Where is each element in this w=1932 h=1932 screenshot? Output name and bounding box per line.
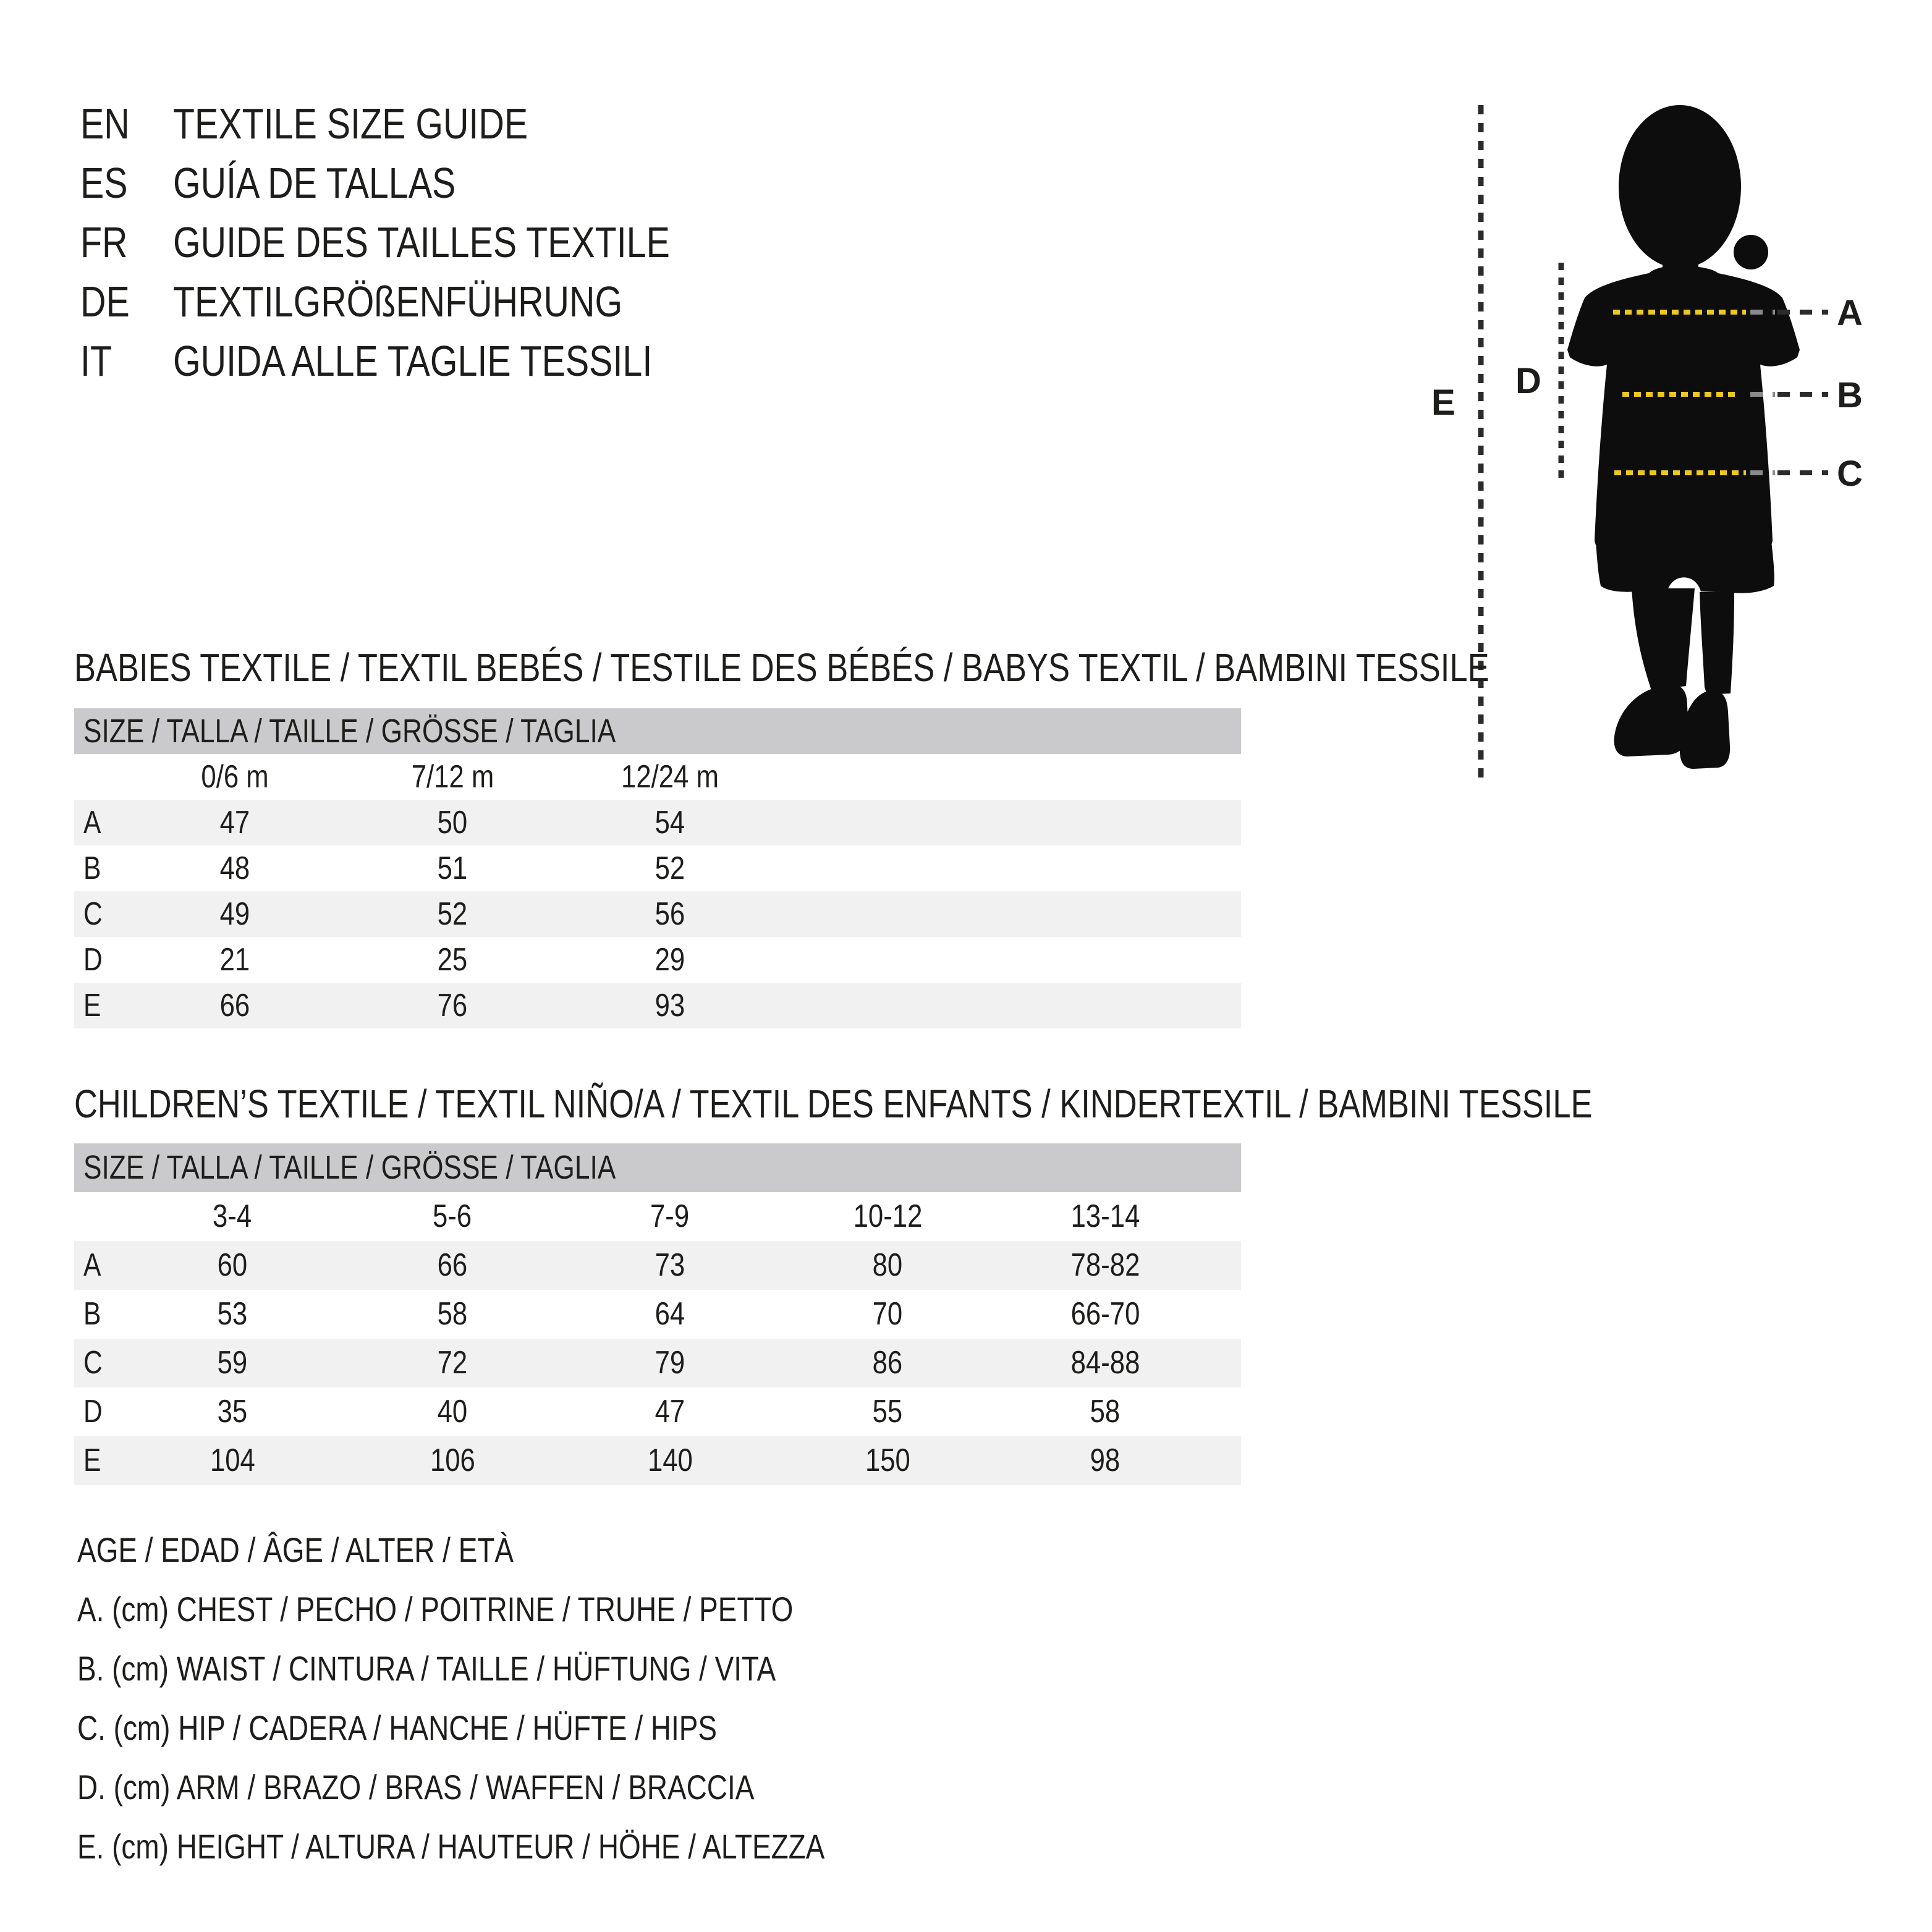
cell-value: 59 [217, 1345, 248, 1381]
cell-value: 55 [872, 1394, 903, 1430]
row-label: C [83, 1345, 103, 1381]
babies-section-title [74, 643, 1800, 692]
cell-value: 64 [655, 1296, 685, 1332]
cell-value: 47 [219, 805, 250, 841]
cell-value: 35 [217, 1394, 248, 1430]
figure-label-d: D [1515, 361, 1541, 401]
cell-value: 79 [655, 1345, 685, 1381]
lang-code-es: ES [80, 159, 128, 207]
children-col-3-4: 3-4 [213, 1198, 252, 1234]
children-size-header: SIZE / TALLA / TAILLE / GRÖSSE / TAGLIA [83, 1149, 616, 1186]
cell-value: 54 [655, 805, 685, 841]
table-row [74, 845, 1241, 891]
legend-age: AGE / EDAD / ÂGE / ALTER / ETÀ [77, 1530, 514, 1569]
cell-value: 66 [219, 988, 250, 1023]
lang-row-fr [80, 213, 946, 272]
cell-value: 140 [647, 1443, 693, 1478]
row-label: B [83, 850, 101, 886]
cell-value: 78-82 [1070, 1247, 1140, 1283]
lang-row-es [80, 153, 946, 213]
lang-title-it: GUIDA ALLE TAGLIE TESSILI [173, 337, 653, 385]
figure-label-c: C [1837, 454, 1863, 494]
cell-value: 53 [217, 1296, 248, 1332]
table-row [74, 1388, 1241, 1436]
cell-value: 93 [655, 988, 685, 1023]
lang-title-de: TEXTILGRÖßENFÜHRUNG [173, 278, 623, 326]
cell-value: 70 [872, 1296, 903, 1332]
lang-title-en: TEXTILE SIZE GUIDE [173, 100, 528, 148]
children-section-title-text: CHILDREN’S TEXTILE / TEXTIL NIÑO/A / TEXTIL DES ENFANTS / KINDERTEXTIL / BAMBINI TESSILE [74, 1082, 1593, 1126]
cell-value: 150 [865, 1443, 910, 1478]
table-row [74, 1241, 1241, 1290]
cell-value: 80 [872, 1247, 903, 1283]
babies-col-7-12m: 7/12 m [411, 759, 494, 795]
legend-height: E. (cm) HEIGHT / ALTURA / HAUTEUR / HÖHE / ALTEZZA [77, 1827, 825, 1866]
cell-value: 86 [872, 1345, 903, 1381]
table-row [74, 983, 1241, 1028]
lang-code-it: IT [80, 337, 112, 385]
cell-value: 52 [437, 896, 468, 932]
cell-value: 73 [655, 1247, 685, 1283]
legend-waist: B. (cm) WAIST / CINTURA / TAILLE / HÜFTUNG / VITA [77, 1649, 776, 1688]
cell-value: 72 [437, 1345, 468, 1381]
cell-value: 25 [437, 942, 468, 978]
cell-value: 60 [217, 1247, 248, 1283]
row-label: C [83, 896, 103, 932]
figure-label-e: E [1431, 383, 1455, 423]
babies-col-12-24m: 12/24 m [621, 759, 719, 795]
row-label: D [83, 1394, 103, 1430]
children-col-13-14: 13-14 [1070, 1198, 1140, 1234]
babies-size-header: SIZE / TALLA / TAILLE / GRÖSSE / TAGLIA [83, 713, 616, 750]
cell-value: 52 [655, 850, 685, 886]
legend-arm: D. (cm) ARM / BRAZO / BRAS / WAFFEN / BRACCIA [77, 1768, 755, 1807]
figure-label-a: A [1837, 293, 1863, 333]
cell-value: 84-88 [1070, 1345, 1140, 1381]
figure-label-b: B [1837, 375, 1863, 415]
lang-code-de: DE [80, 278, 130, 326]
cell-value: 66-70 [1070, 1296, 1140, 1332]
cell-value: 104 [210, 1443, 255, 1478]
table-row [74, 1339, 1241, 1388]
table-row [74, 891, 1241, 937]
lang-code-en: EN [80, 100, 130, 148]
table-row [74, 1436, 1241, 1485]
row-label: A [83, 1247, 101, 1283]
cell-value: 29 [655, 942, 685, 978]
cell-value: 58 [1090, 1394, 1121, 1430]
table-row [74, 800, 1241, 845]
babies-column-header-row [74, 754, 1241, 800]
cell-value: 56 [655, 896, 685, 932]
children-size-table [74, 1143, 1241, 1485]
lang-row-it [80, 331, 946, 391]
cell-value: 21 [219, 942, 250, 978]
cell-value: 76 [437, 988, 468, 1023]
row-label: E [83, 1443, 101, 1478]
legend-hip: C. (cm) HIP / CADERA / HANCHE / HÜFTE / HIPS [77, 1708, 718, 1747]
children-col-7-9: 7-9 [650, 1198, 690, 1234]
babies-section-title-text: BABIES TEXTILE / TEXTIL BEBÉS / TESTILE DES BÉBÉS / BABYS TEXTIL / BAMBINI TESSILE [74, 645, 1489, 690]
children-section-title [74, 1079, 1926, 1129]
lang-row-de [80, 272, 946, 331]
row-label: B [83, 1296, 101, 1332]
children-col-5-6: 5-6 [433, 1198, 472, 1234]
row-label: E [83, 988, 101, 1023]
children-table-header-band [74, 1143, 1241, 1192]
children-col-10-12: 10-12 [853, 1198, 922, 1234]
cell-value: 48 [219, 850, 250, 886]
cell-value: 47 [655, 1394, 685, 1430]
cell-value: 66 [437, 1247, 468, 1283]
table-row [74, 937, 1241, 983]
children-column-header-row [74, 1192, 1241, 1241]
lang-row-en [80, 94, 946, 153]
table-row [74, 1290, 1241, 1339]
cell-value: 106 [430, 1443, 475, 1478]
cell-value: 58 [437, 1296, 468, 1332]
babies-col-0-6m: 0/6 m [201, 759, 269, 795]
cell-value: 51 [437, 850, 468, 886]
cell-value: 49 [219, 896, 250, 932]
legend-chest: A. (cm) CHEST / PECHO / POITRINE / TRUHE / PETTO [77, 1590, 794, 1629]
babies-size-table [74, 708, 1241, 1028]
cell-value: 98 [1090, 1443, 1121, 1478]
measurement-figure [1409, 80, 1932, 803]
row-label: D [83, 942, 103, 978]
cell-value: 50 [437, 805, 468, 841]
row-label: A [83, 805, 101, 841]
lang-title-es: GUÍA DE TALLAS [173, 159, 456, 207]
lang-title-fr: GUIDE DES TAILLES TEXTILE [173, 218, 670, 266]
lang-code-fr: FR [80, 218, 128, 266]
cell-value: 40 [437, 1394, 468, 1430]
babies-table-header-band [74, 708, 1241, 754]
